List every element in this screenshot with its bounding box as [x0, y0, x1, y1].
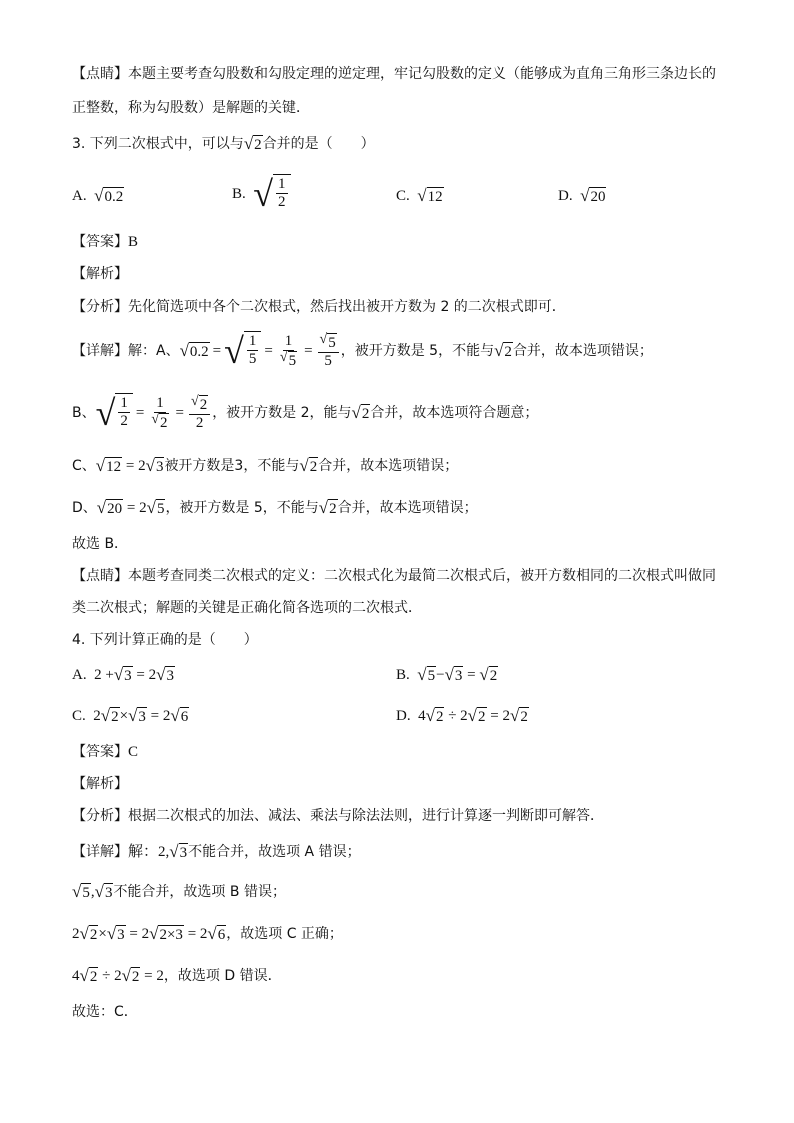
numerator: 1 — [156, 394, 164, 411]
q3-detail-a — [72, 330, 653, 372]
q3-detail-c — [72, 456, 458, 476]
equals: = — [212, 343, 222, 359]
answer-tag: 【答案】 — [72, 234, 128, 250]
detail-text: ，被开方数是 5，不能与 — [340, 343, 495, 359]
point-paragraph-1-cont — [72, 98, 310, 118]
option-label: C. — [72, 708, 86, 724]
option-label: B. — [232, 186, 246, 202]
radicand: 0.2 — [189, 343, 209, 360]
radicand: 6 — [217, 927, 226, 944]
expr-part: 2 + — [94, 667, 114, 683]
sqrt-expression: √ 2 — [479, 665, 498, 685]
q4-fenxi — [72, 806, 604, 826]
sqrt-expression: √ 2 — [351, 402, 370, 422]
q4-choose — [72, 1002, 138, 1022]
sqrt-expression: √ 5 — [279, 349, 297, 369]
q3-point-cont — [72, 598, 422, 618]
radicand: 6 — [180, 709, 189, 726]
radicand: 20 — [107, 501, 123, 518]
option-label: C. — [396, 188, 410, 204]
expr-part: ÷ 2 — [448, 708, 468, 724]
radicand: 3 — [454, 668, 463, 685]
detail-text: ，被开方数是 2，能与 — [212, 405, 352, 421]
sqrt-expression: √ 6 — [170, 706, 189, 726]
numerator: 1 — [284, 332, 293, 349]
fenxi-tag: 【分析】 — [72, 808, 128, 824]
analysis-tag: 【解析】 — [72, 266, 128, 282]
expr-part: = 2 — [129, 926, 150, 942]
sqrt-expression: √ 5 — [72, 881, 90, 901]
radicand: 3 — [104, 884, 113, 901]
expr-part: 4 — [418, 708, 426, 724]
sqrt-expression: √ 3 — [94, 881, 113, 901]
detail-text: 合并，故本选项错误； — [318, 458, 459, 474]
expr-part: = 2 — [144, 968, 164, 984]
radicand: 5 — [156, 501, 165, 518]
sqrt-expression: √ 12 — [95, 456, 122, 476]
detail-text: , — [90, 884, 95, 900]
detail-text: ，故选项 D 错误． — [163, 968, 282, 984]
point-text-cont: 正整数，称为勾股数）是解题的关键． — [72, 100, 310, 116]
sqrt-expression: √ 0.2 — [179, 340, 209, 360]
option-label: D. — [558, 188, 573, 204]
sqrt-expression: √ 2 — [151, 411, 168, 431]
radicand: 2 — [160, 414, 168, 431]
fraction — [189, 395, 210, 432]
point-paragraph-1 — [72, 64, 716, 84]
radicand: 12 — [427, 189, 443, 206]
sqrt-fraction: √ $\frac{1}{2}$ — [96, 393, 133, 433]
radicand: 0.2 — [104, 189, 124, 206]
sqrt-expression: √ 2 — [425, 706, 444, 726]
q3-option-d — [558, 186, 606, 206]
point-tag: 【点睛】 — [72, 66, 128, 82]
detail-text: 解：A、 — [128, 343, 180, 359]
sqrt-expression: √ 5 — [146, 498, 165, 518]
choose-text: 故选：C． — [72, 1004, 138, 1020]
detail-tag: 【详解】 — [72, 844, 128, 860]
detail-text: 合并，故本选项错误； — [512, 343, 653, 359]
equals: = — [135, 405, 145, 421]
detail-tag: 【详解】 — [72, 343, 128, 359]
q3-fenxi — [72, 297, 566, 317]
radicand: 3 — [138, 709, 146, 726]
expr-part: ÷ 2 — [102, 968, 122, 984]
sqrt-expression: √ 12 — [417, 186, 443, 206]
q3-choose — [72, 534, 128, 554]
q4-option-d — [396, 706, 529, 726]
sqrt-expression: √ 0.2 — [94, 186, 124, 206]
q4-detail-3 — [72, 924, 343, 944]
answer-value: C — [128, 744, 139, 760]
radicand: 2 — [504, 343, 512, 360]
radicand: 2 — [478, 709, 486, 726]
radicand: 3 — [155, 459, 164, 476]
radicand: 5 — [328, 334, 336, 351]
sqrt-expression: √ 3 — [113, 665, 132, 685]
radicand: 3 — [179, 844, 188, 861]
fenxi-text: 先化简选项中各个二次根式，然后找出被开方数为 2 的二次根式即可． — [128, 299, 566, 315]
sqrt-expression: √ 2 — [299, 455, 318, 475]
option-label: B. — [396, 667, 410, 683]
fenxi-text: 根据二次根式的加法、减法、乘法与除法法则，进行计算逐一判断即可解答． — [128, 808, 604, 824]
q4-detail-4 — [72, 966, 282, 986]
option-label: A. — [72, 667, 87, 683]
q3-option-c — [396, 186, 444, 206]
sqrt-expression: √ 2 — [121, 966, 140, 986]
sqrt-expression: √ 20 — [96, 498, 123, 518]
radicand: 2 — [361, 405, 370, 422]
radicand: 3 — [166, 668, 174, 685]
detail-label: D、 — [72, 500, 97, 516]
sqrt-expression: √ 3 — [128, 706, 146, 726]
radicand: 2 — [131, 969, 140, 986]
option-label: D. — [396, 708, 411, 724]
radicand: 2 — [329, 500, 337, 517]
radicand: 12 — [106, 459, 122, 476]
expr-part: = 2 — [490, 708, 510, 724]
sqrt-expression: √ 6 — [207, 924, 226, 944]
sqrt-expression: √ 3 — [106, 924, 125, 944]
fenxi-tag: 【分析】 — [72, 299, 128, 315]
expr-part: 2 — [72, 926, 80, 942]
detail-text: 不能合并，故选项 B 错误； — [113, 884, 286, 900]
sqrt-expression: √ 2 — [494, 340, 512, 360]
equals: = 2 — [126, 500, 147, 516]
sqrt-expression: √ 2 — [100, 706, 119, 726]
sqrt-expression: √ 5 — [319, 331, 336, 351]
denominator: 2 — [278, 194, 286, 210]
question-3-stem — [72, 134, 375, 154]
equals: = — [264, 343, 273, 359]
sqrt-expression: √ 3 — [169, 841, 188, 861]
sqrt-expression: √ 20 — [580, 186, 606, 206]
q4-detail-1 — [72, 842, 361, 862]
q3-option-b — [232, 174, 291, 214]
choose-text: 故选 B． — [72, 536, 129, 552]
q3-jiexi — [72, 264, 128, 284]
expr-part: = 2 — [150, 708, 171, 724]
sqrt-expression: √ 2 — [79, 924, 98, 944]
stem-text: 4. 下列计算正确的是（ ） — [72, 632, 258, 648]
q3-point — [72, 566, 716, 586]
denominator: 5 — [248, 351, 257, 367]
sqrt-expression: √ 2×3 — [149, 924, 183, 944]
q4-answer — [72, 742, 138, 762]
sqrt-expression: √ 3 — [444, 665, 463, 685]
point-text: 本题主要考查勾股数和勾股定理的逆定理，牢记勾股数的定义（能够成为直角三角形三条边长的 — [128, 66, 716, 82]
denominator: 5 — [324, 352, 332, 369]
radicand: 20 — [590, 189, 606, 206]
radicand: 2 — [111, 709, 119, 726]
radicand: 2 — [254, 136, 262, 153]
denominator: 2 — [195, 414, 204, 431]
q4-detail-2 — [72, 882, 286, 902]
numerator: 1 — [248, 333, 257, 349]
sqrt-expression: √ 2 — [243, 133, 262, 153]
detail-text: 解：2, — [128, 844, 170, 860]
q4-jiexi — [72, 774, 128, 794]
point-text-cont: 类二次根式；解题的关键是正确化简各选项的二次根式． — [72, 600, 422, 616]
radicand: 2 — [199, 396, 208, 413]
fraction — [318, 333, 339, 370]
denominator: 2 — [120, 413, 128, 429]
q3-detail-b — [72, 392, 538, 434]
expr-part: 4 — [72, 968, 80, 984]
radicand: 2 — [520, 709, 528, 726]
question-4-stem — [72, 630, 258, 650]
equals: = 2 — [125, 458, 146, 474]
option-label: A. — [72, 188, 87, 204]
sqrt-fraction: √ $\frac{1}{5}$ — [224, 331, 261, 371]
detail-label: C、 — [72, 458, 96, 474]
detail-text: ，被开方数是 5，不能与 — [165, 500, 319, 516]
equals: = — [175, 405, 184, 421]
expr-part: − — [436, 667, 445, 683]
expr-part: × — [119, 708, 129, 724]
detail-text: 不能合并，故选项 A 错误； — [188, 844, 361, 860]
sqrt-expression: √ 2 — [191, 393, 208, 413]
sqrt-expression: √ 2 — [509, 706, 528, 726]
radicand: 2 — [309, 458, 318, 475]
expr-part: = 2 — [187, 926, 208, 942]
q3-option-a — [72, 186, 124, 206]
equals: = — [304, 343, 313, 359]
radicand: 2 — [435, 709, 444, 726]
sqrt-expression: √ 3 — [156, 665, 174, 685]
sqrt-expression: √ 2 — [318, 497, 337, 517]
answer-tag: 【答案】 — [72, 744, 128, 760]
radicand: 5 — [427, 668, 436, 685]
q4-option-c — [72, 706, 189, 726]
q4-option-a — [72, 665, 175, 685]
q3-answer — [72, 232, 138, 252]
sqrt-fraction: √ $\frac{1}{2}$ — [253, 174, 290, 214]
radicand: 5 — [82, 884, 90, 901]
detail-text: 合并，故本选项错误； — [337, 500, 478, 516]
analysis-tag: 【解析】 — [72, 776, 128, 792]
radicand: 2 — [489, 668, 498, 685]
q3-detail-d — [72, 498, 478, 518]
numerator: 1 — [120, 395, 128, 411]
sqrt-expression: √ 2 — [79, 966, 98, 986]
answer-value: B — [128, 234, 139, 250]
expr-part: × — [98, 926, 107, 942]
sqrt-expression: √ 3 — [145, 456, 164, 476]
radicand: 5 — [288, 352, 297, 369]
numerator: 1 — [278, 176, 286, 192]
detail-text: ，故选项 C 正确； — [226, 926, 343, 942]
expr-part: = 2 — [136, 667, 157, 683]
fraction — [278, 333, 299, 370]
stem-text: 3. 下列二次根式中，可以与 — [72, 136, 244, 152]
stem-text-2: 合并的是（ ） — [262, 136, 375, 152]
point-tag: 【点睛】 — [72, 568, 128, 584]
detail-text: 被开方数是3，不能与 — [164, 458, 300, 474]
radicand: 3 — [124, 668, 132, 685]
detail-text: 合并，故本选项符合题意； — [370, 405, 539, 421]
radicand: 3 — [117, 927, 125, 944]
fraction — [149, 395, 170, 432]
radicand: 2×3 — [159, 927, 183, 944]
expr-part: 2 — [93, 708, 101, 724]
radicand: 2 — [89, 927, 98, 944]
detail-label: B、 — [72, 405, 96, 421]
point-text: 本题考查同类二次根式的定义：二次根式化为最简二次根式后，被开方数相同的二次根式叫做同 — [128, 568, 716, 584]
q4-option-b — [396, 665, 498, 685]
sqrt-expression: √ 5 — [417, 665, 436, 685]
expr-part: = — [467, 667, 476, 683]
sqrt-expression: √ 2 — [467, 706, 486, 726]
radicand: 2 — [89, 969, 98, 986]
